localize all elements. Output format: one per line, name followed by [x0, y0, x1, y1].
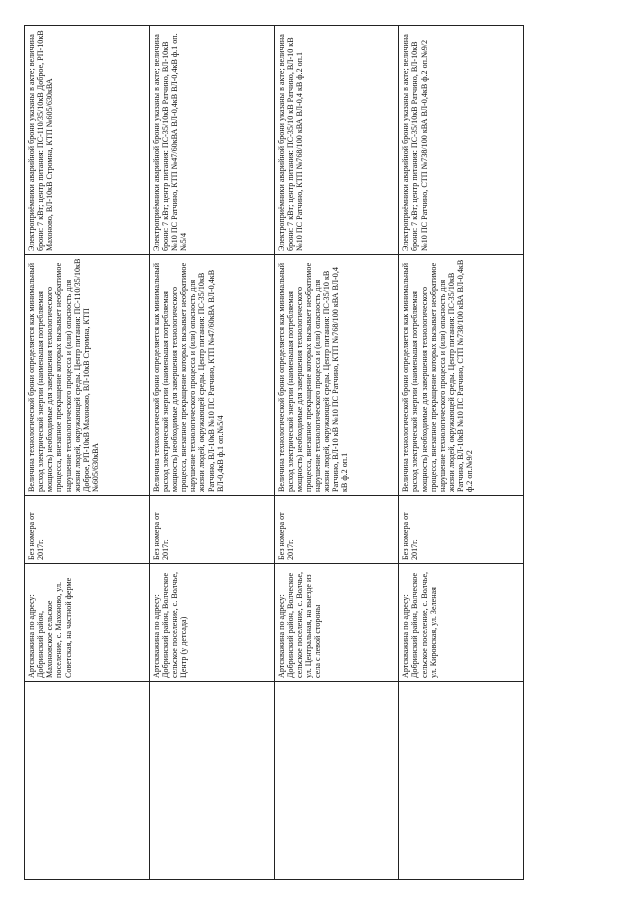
act-number-cell: Без номера от 2017г.	[399, 496, 524, 564]
emergency-reserve-cell: Электроприёмники аварийной брони указаны в акте; величина брони: 7 кВт; центр питания: ПС-35/10кВ Ратчино, ВЛ-10кВ №10 ПС Ратчино, КТП №47/60кВА ВЛ-0,4кВ ВЛ-0,4кВ ф.1 оп.№5/4	[149, 26, 274, 255]
empty-cell	[399, 682, 524, 880]
empty-cell	[149, 682, 274, 880]
act-number-cell: Без номера от 2017г.	[25, 496, 150, 564]
address-cell: Артскважина по адресу: Добринский район, Махоновское сельское поселение, с. Махоново, ул. Советская, на частной ферме	[25, 564, 150, 682]
table-row	[149, 26, 274, 880]
address-cell: Артскважина по адресу: Добринский район, Волческое сельское поселение, с. Волчье, Центр (у детсада)	[149, 564, 274, 682]
table-row	[25, 26, 150, 880]
address-cell: Артскважина по адресу: Добринский район, Волческое сельское поселение, с. Волчье, ул. Центральная, на выезде из села с левой стороны	[274, 564, 399, 682]
tech-reserve-cell: Величина технологической брони определяется как минимальный расход электрической энергии (наименьшая потребляемая мощность) необходимые для завершения технологического процесса, внезапное прекращение которых вызывает необратимое нарушение технологического процесса и (или) опасность для жизни людей, окружающей среды. Центр питания: ПС-35/10кВ Ратчино, ВЛ-10кВ №10 ПС Ратчино, СТП №738/100 кВА ВЛ-0,4кВ ф.2 оп.№9/2	[399, 255, 524, 496]
tech-reserve-cell: Величина технологической брони определяется как минимальный расход электрической энергии (наименьшая потребляемая мощность) необходимые для завершения технологического процесса, внезапное прекращение которых вызывает необратимое нарушение технологического процесса и (или) опасность для жизни людей, окружающей среды. Центр питания: ПС-35/10 кВ Ратчино, ВЛ-10 кВ №10 ПС Ратчино, КТП №768/100 кВА ВЛ-0,4 кВ ф.2 оп.1	[274, 255, 399, 496]
tech-reserve-cell: Величина технологической брони определяется как минимальный расход электрической энергии (наименьшая потребляемая мощность) необходимые для завершения технологического процесса, внезапное прекращение которых вызывает необратимое нарушение технологического процесса и (или) опасность для жизни людей, окружающей среды. Центр питания: ПС-35/10кВ Ратчино, ВЛ-10кВ №10 ПС Ратчино, КТП №47/60кВА ВЛ-0,4кВ ВЛ-0,4кВ ф.1 оп.№5/4	[149, 255, 274, 496]
act-number-cell: Без номера от 2017г.	[149, 496, 274, 564]
table-row	[399, 26, 524, 880]
empty-cell	[25, 682, 150, 880]
address-cell: Артскважина по адресу: Добринский район, Волческое сельское поселение, с. Волчье, ул. Кировская, ул. Зеленая	[399, 564, 524, 682]
emergency-reserve-cell: Электроприёмники аварийной брони указаны в акте; величина брони: 7 кВт; центр питания: ПС-110/35/10кВ Доброе, РП-10кВ Махоново, ВЛ-10кВ Стромна, КТП №605/630кВА	[25, 26, 150, 255]
table-row	[274, 26, 399, 880]
rotated-page	[24, 25, 524, 880]
emergency-reserve-table	[24, 25, 524, 880]
emergency-reserve-cell: Электроприёмники аварийной брони указаны в акте; величина брони: 7 кВт; центр питания: ПС-35/10 кВ Ратчино, ВЛ-10 кВ №10 ПС Ратчино, КТП №768/100 кВА ВЛ-0,4 кВ ф.2 оп.1	[274, 26, 399, 255]
empty-cell	[274, 682, 399, 880]
emergency-reserve-cell: Электроприёмники аварийной брони указаны в акте; величина брони: 7 кВт; центр питания: ПС-35/10кВ Ратчино, ВЛ-10кВ №10 ПС Ратчино, СТП №738/100 кВА ВЛ-0,4кВ ф.2 оп.№9/2	[399, 26, 524, 255]
act-number-cell: Без номера от 2017г.	[274, 496, 399, 564]
tech-reserve-cell: Величина технологической брони определяется как минимальный расход электрической энергии (наименьшая потребляемая мощность) необходимые для завершения технологического процесса, внезапное прекращение которых вызывает необратимое нарушение технологического процесса и (или) опасность для жизни людей, окружающей среды. Центр питания: ПС-110/35/10кВ Доброе, РП-10кВ Махоново, ВЛ-10кВ Стромна, КТП №605/630кВА	[25, 255, 150, 496]
